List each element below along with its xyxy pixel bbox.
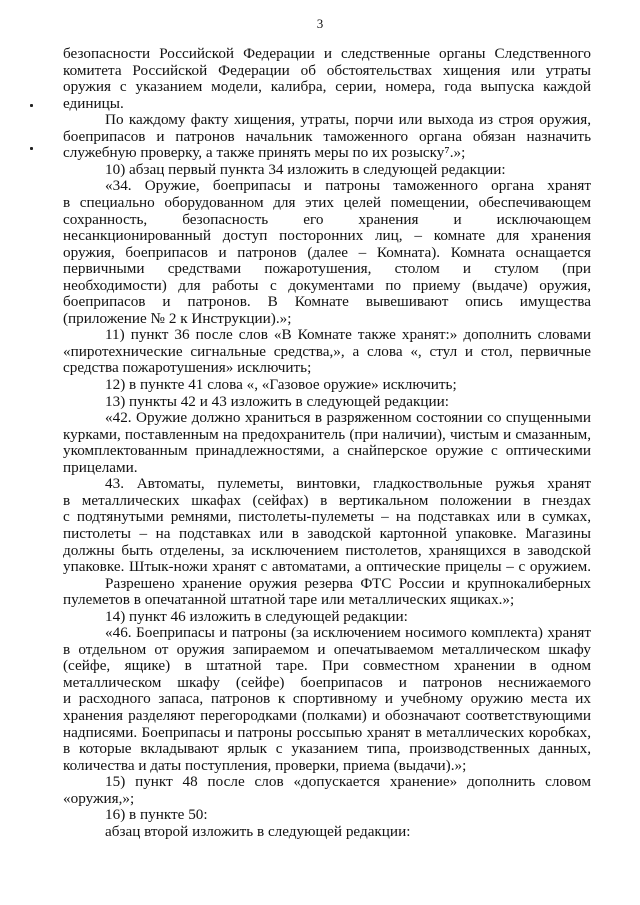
text-line: прицелами. <box>63 458 138 476</box>
text-line: (приложение № 2 к Инструкции).»; <box>63 309 292 327</box>
text-line: «46. Боеприпасы и патроны (за исключением носимого комплекта) хранят <box>105 624 591 642</box>
text-line: По каждому факту хищения, утраты, порчи или выхода из строя оружия, <box>105 111 591 129</box>
text-line: единицы. <box>63 94 124 112</box>
margin-mark <box>30 147 33 150</box>
text-line: «пиротехнические сигнальные средства,», а слова «, стул и стол, первичные <box>63 342 591 360</box>
text-line: 16) в пункте 50: <box>105 806 208 824</box>
text-line: первичными средствами пожаротушения, столом и стулом (при <box>63 260 591 278</box>
text-line: оружия с указанием модели, калибра, серии, номера, года выпуска каждой <box>63 78 591 96</box>
text-line: надписями. Боеприпасы и патроны россыпью хранят в металлических коробках, <box>63 723 591 741</box>
text-line: количества и даты поступления, проверки, приема (выдачи).»; <box>63 756 467 774</box>
text-line: металлическом шкафу (сейфе) боеприпасов и патронов неснижаемого <box>63 673 591 691</box>
text-line: сохранность, безопасность его хранения и исключающем <box>63 210 591 228</box>
text-line: безопасности Российской Федерации и следственные органы Следственного <box>63 45 591 62</box>
text-line: 12) в пункте 41 слова «, «Газовое оружие» исключить; <box>105 376 457 393</box>
text-line: в отдельном от оружия запираемом и опечатываемом металлическом шкафу <box>63 640 591 658</box>
text-line: служебную проверку, а также принять меры по их розыску⁷.»; <box>63 144 466 162</box>
text-line: 43. Автоматы, пулеметы, винтовки, гладкоствольные ружья хранят <box>105 475 591 493</box>
text-line: 11) пункт 36 после слов «В Комнате также хранят:» дополнить словами <box>105 326 591 344</box>
text-line: пулеметов в опечатанной штатной таре или металлических ящиках.»; <box>63 591 515 609</box>
text-line: «оружия,»; <box>63 789 135 807</box>
text-line: боеприпасов и патронов. В Комнате вывешивают опись имущества <box>63 293 591 311</box>
text-line: 13) пункты 42 и 43 изложить в следующей редакции: <box>105 392 449 410</box>
text-line: хранения разделяют перегородками (полками) и обозначают соответствующими <box>63 707 591 724</box>
text-line: боеприпасов и патронов начальник таможенного органа обязан назначить <box>63 127 591 145</box>
text-line: должны быть отделены, за исключением пистолетов, хранящихся в заводской <box>63 541 591 559</box>
text-line: и расходного запаса, патронов к спортивному и учебному оружию места их <box>63 690 591 708</box>
text-line: Разрешено хранение оружия резерва ФТС России и крупнокалиберных <box>105 574 591 592</box>
text-line: с подтянутыми ремнями, пистолеты-пулеметы – на подставках или в сумках, <box>63 508 591 526</box>
text-line: необходимости) для работы с документами по приему (выдаче) оружия, <box>63 276 591 294</box>
text-line: (сейфе, ящике) в штатной таре. При совместном хранении в одном <box>63 657 591 675</box>
page-number: 3 <box>316 16 324 31</box>
text-line: комитета Российской Федерации об обстоятельствах хищения или утраты <box>63 61 591 79</box>
text-line: 15) пункт 48 после слов «допускается хранение» дополнить словом <box>105 773 591 791</box>
text-line: «42. Оружие должно храниться в разряженном состоянии со спущенными <box>105 409 591 427</box>
text-line: в специально оборудованном для этих целей помещении, обеспечивающем <box>63 193 591 211</box>
text-line: в металлических шкафах (сейфах) в вертикальном положении в гнездах <box>63 491 591 509</box>
margin-mark <box>30 104 33 107</box>
text-line: 10) абзац первый пункта 34 изложить в следующей редакции: <box>105 160 506 178</box>
text-line: оружия, боеприпасов и патронов (далее – Комната). Комната оснащается <box>63 243 591 261</box>
text-line: 14) пункт 46 изложить в следующей редакции: <box>105 607 408 625</box>
text-line: несанкционированный доступ посторонних лиц, – комнате для хранения <box>63 227 591 245</box>
text-line: «34. Оружие, боеприпасы и патроны таможенного органа хранят <box>105 177 591 195</box>
text-line: в которые вкладывают ярлык с указанием типа, производственных данных, <box>63 740 591 758</box>
text-line: курками, поставленным на предохранитель (при наличии), чистым и смазанным, <box>63 425 591 443</box>
text-line: пистолеты – на подставках или в заводской картонной упаковке. Магазины <box>63 524 591 542</box>
text-line: упаковке. Штык-ножи хранят с автоматами, а оптические прицелы – с оружием. <box>63 558 591 576</box>
text-line: укомплектованным принадлежностями, а снайперское оружие с оптическими <box>63 442 591 460</box>
text-line: абзац второй изложить в следующей редакции: <box>105 822 411 840</box>
text-line: средства пожаротушения» исключить; <box>63 359 312 377</box>
